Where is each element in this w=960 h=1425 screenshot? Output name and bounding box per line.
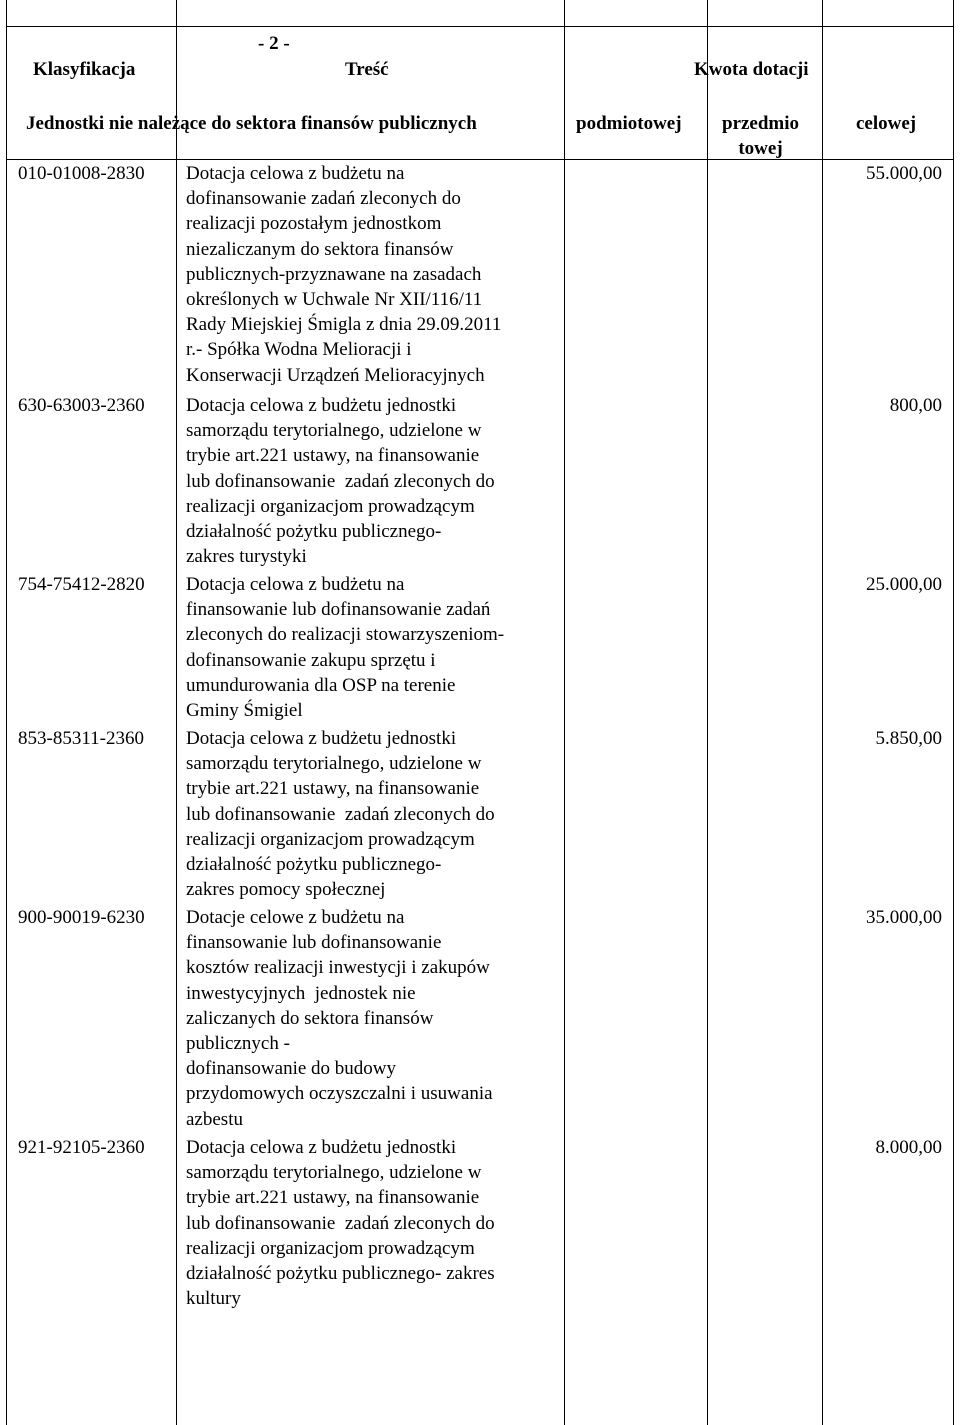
header-tresc: Treść	[345, 59, 389, 80]
row-code: 754-75412-2820	[18, 574, 145, 595]
table-right-border	[953, 0, 954, 1425]
subheader-podmiotowej: podmiotowej	[576, 113, 682, 134]
row-amount-celowej: 25.000,00	[866, 574, 942, 595]
column-divider-celowej	[822, 0, 823, 1425]
row-amount-celowej: 35.000,00	[866, 907, 942, 928]
subheader-group: Jednostki nie należące do sektora finansów publicznych	[26, 113, 477, 134]
header-divider	[6, 159, 954, 160]
row-description: Dotacja celowa z budżetu jednostki samorządu terytorialnego, udzielone w trybie art.221 ustawy, na finansowanie lub dofinansowanie zadań zleconych do realizacji organizacjom prowadzącym działalność pożytku publicznego- zakres turystyki	[186, 395, 495, 568]
subheader-przedmiotowej: przedmio towej	[722, 113, 800, 160]
row-code: 630-63003-2360	[18, 395, 145, 416]
column-divider-podmiotowej	[564, 0, 565, 1425]
page-number: - 2 -	[258, 33, 290, 54]
row-amount-celowej: 55.000,00	[866, 163, 942, 184]
row-code: 900-90019-6230	[18, 907, 145, 928]
row-amount-celowej: 800,00	[889, 395, 942, 416]
row-amount-celowej: 5.850,00	[875, 728, 942, 749]
row-description: Dotacja celowa z budżetu jednostki samorządu terytorialnego, udzielone w trybie art.221 ustawy, na finansowanie lub dofinansowanie zadań zleconych do realizacji organizacjom prowadzącym działalność pożytku publicznego- zakres kultury	[186, 1137, 495, 1310]
row-amount-celowej: 8.000,00	[875, 1137, 942, 1158]
row-code: 010-01008-2830	[18, 163, 145, 184]
table-top-border	[6, 26, 954, 27]
header-klasyfikacja: Klasyfikacja	[33, 59, 136, 80]
row-description: Dotacja celowa z budżetu na finansowanie lub dofinansowanie zadań zleconych do realizacji stowarzyszeniom- dofinansowanie zakupu sprzętu i umundurowania dla OSP na terenie Gminy Śmigiel	[186, 574, 505, 722]
column-divider-tresc	[176, 0, 177, 1425]
row-description: Dotacje celowe z budżetu na finansowanie lub dofinansowanie kosztów realizacji inwestycji i zakupów inwestycyjnych jednostek nie zaliczanych do sektora finansów publicznych - dofinansowanie do budowy przydomowych oczyszczalni i usuwania azbestu	[186, 907, 493, 1130]
row-description: Dotacja celowa z budżetu jednostki samorządu terytorialnego, udzielone w trybie art.221 ustawy, na finansowanie lub dofinansowanie zadań zleconych do realizacji organizacjom prowadzącym działalność pożytku publicznego- zakres pomocy społecznej	[186, 728, 495, 901]
row-description: Dotacja celowa z budżetu na dofinansowanie zadań zleconych do realizacji pozostałym jednostkom niezaliczanym do sektora finansów publicznych-przyznawane na zasadach określonych w Uchwale Nr XII/116/11 Rady Miejskiej Śmigla z dnia 29.09.2011 r.- Spółka Wodna Melioracji i Konserwacji Urządzeń Melioracyjnych	[186, 163, 502, 386]
header-kwota-dotacji: Kwota dotacji	[694, 59, 809, 80]
table-left-border	[6, 0, 7, 1425]
row-code: 853-85311-2360	[18, 728, 144, 749]
subheader-celowej: celowej	[856, 113, 917, 134]
row-code: 921-92105-2360	[18, 1137, 145, 1158]
column-divider-przedmiotowej	[707, 0, 708, 1425]
